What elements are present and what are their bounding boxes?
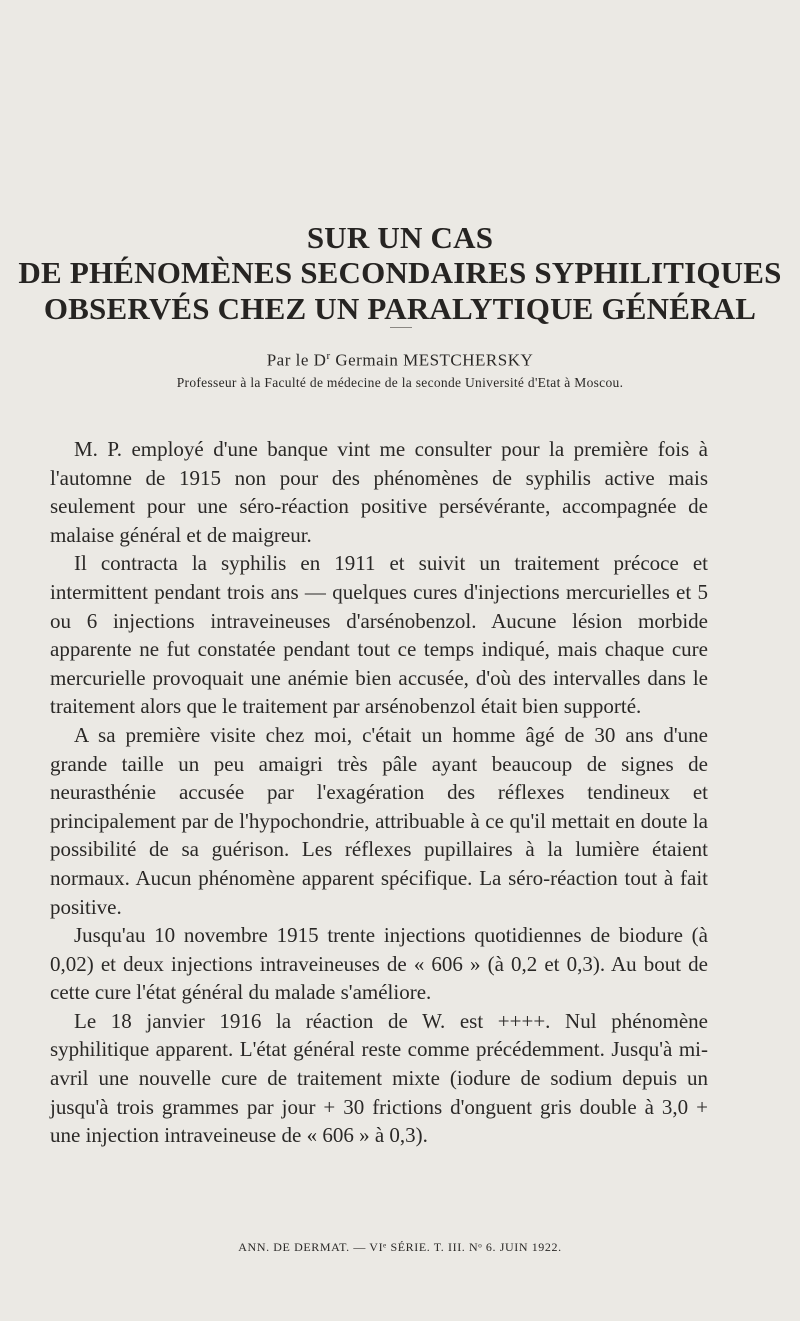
journal-citation-footer: ANN. DE DERMAT. — VIᵉ SÉRIE. T. III. Nᵒ 6. JUIN 1922. [238,1240,562,1254]
paragraph: M. P. employé d'une banque vint me consulter pour la première fois à l'automne de 1915 non pour des phénomènes de syphilis active mais seulement pour une séro-réaction positive persévérante, accompagnée de malaise général et de maigreur. [50,437,708,547]
byline-prefix: Par le D [266,350,327,370]
article-body [50,435,708,1150]
author-byline [0,350,800,371]
paragraph: Il contracta la syphilis en 1911 et suivit un traitement précoce et intermittent pendant trois ans — quelques cures d'injections mercurielles et 5 ou 6 injections intraveineuses d'arsénobenzol. Aucune lésion morbide apparente ne fut constatée pendant tout ce temps indiqué, mais chaque cure mercurielle provoquait une anémie bien accusée, d'où des intervalles dans le traitement alors que le traitement par arsénobenzol était bien supporté. [50,551,708,719]
author-affiliation: Professeur à la Faculté de médecine de la seconde Université d'Etat à Moscou. [176,375,624,390]
paragraph: Le 18 janvier 1916 la réaction de W. est ++++. Nul phénomène syphilitique apparent. L'état général reste comme précédemment. Jusqu'à mi-avril une nouvelle cure de traitement mixte (iodure de sodium depuis un jusqu'à trois grammes par jour + 30 frictions d'onguent gris double à 3,0 + une injection intraveineuse de « 606 » à 0,3). [50,1008,708,1148]
title-line-1: SUR UN CAS [306,220,494,255]
author-name: Germain MESTCHERSKY [330,350,534,370]
title-line-2: DE PHÉNOMÈNES SECONDAIRES SYPHILITIQUES [18,255,782,290]
paragraph: A sa première visite chez moi, c'était un homme âgé de 30 ans d'une grande taille un peu amaigri très pâle ayant beaucoup de signes de neurasthénie accusée par l'exagération des réflexes tendineux et principalement par de l'hypochondrie, attribuable à ce qu'il mettait en doute la possibilité de sa guérison. Les réflexes pupillaires à la lumière étaient normaux. Aucun phénomène apparent spécifique. La séro-réaction tout à fait positive. [50,722,708,919]
paragraph: Jusqu'au 10 novembre 1915 trente injections quotidiennes de biodure (à 0,02) et deux injections intraveineuses de « 606 » (à 0,2 et 0,3). Au bout de cette cure l'état général du malade s'améliore. [50,923,708,1005]
title-divider [390,327,412,328]
title-line-3: OBSERVÉS CHEZ UN PARALYTIQUE GÉNÉRAL [43,291,757,326]
byline-title-sup: r [326,350,331,362]
